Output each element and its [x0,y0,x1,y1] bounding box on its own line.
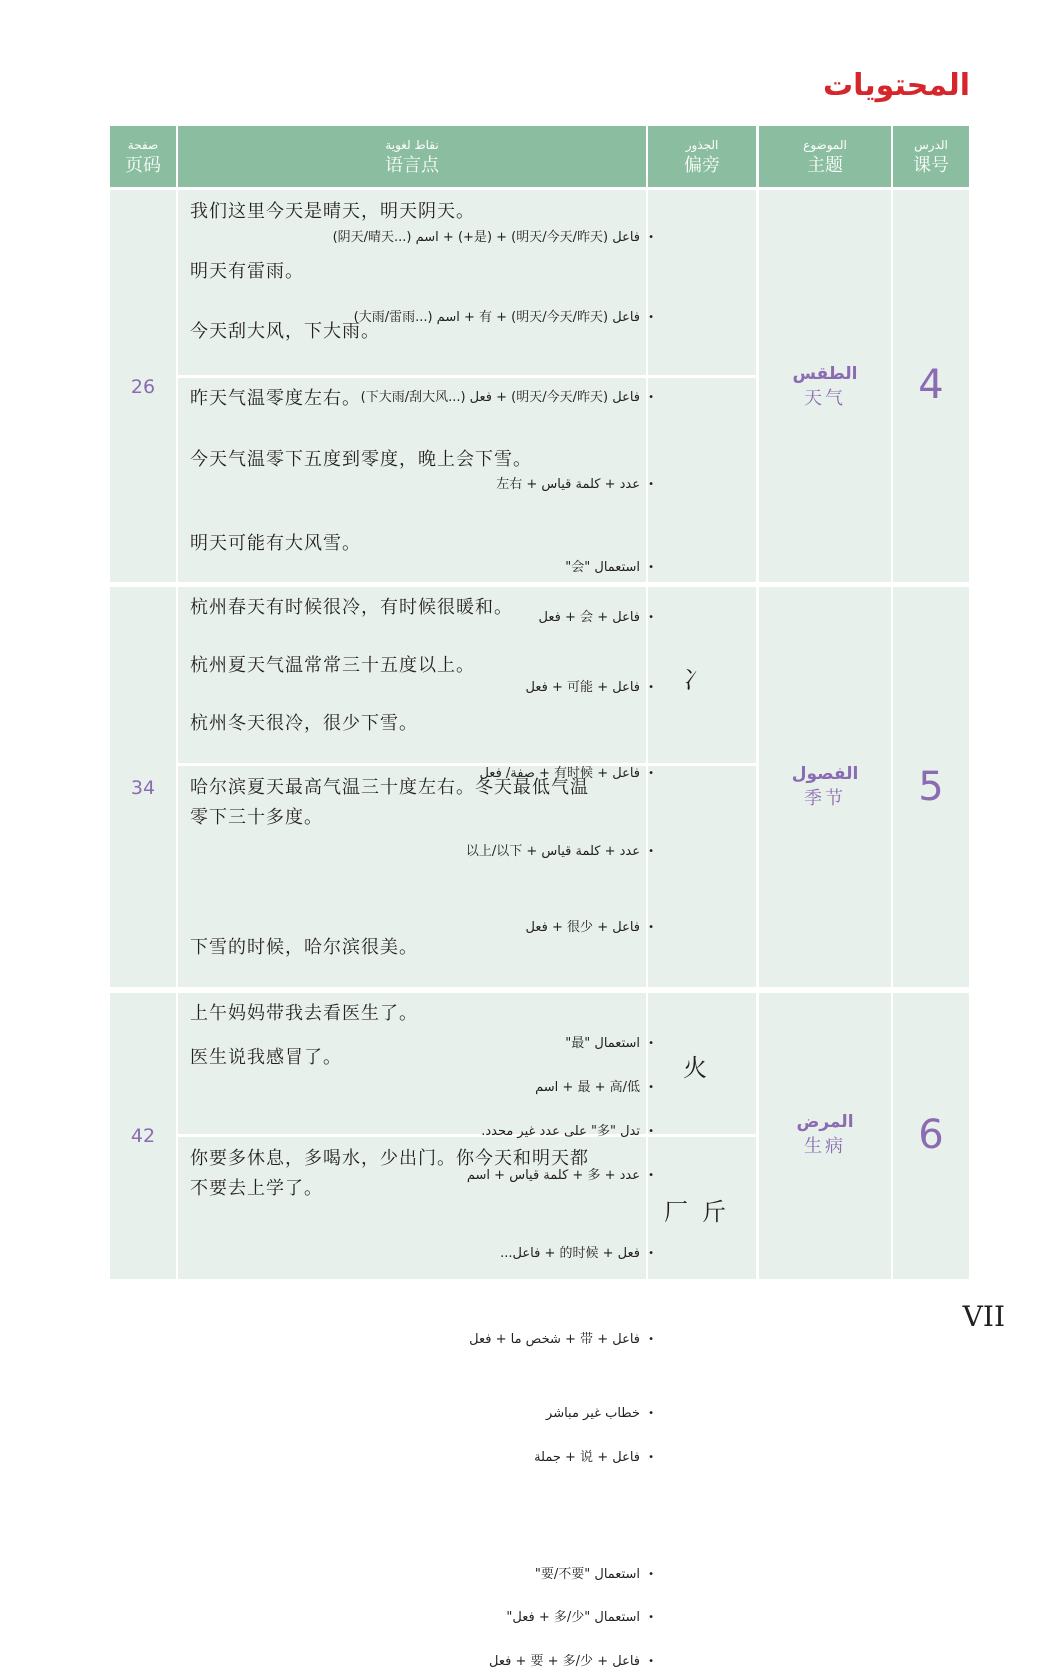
example-sentence: 不要去上学了。 [190,1178,323,1199]
grammar-point: فاعل + 会 + فعل • [190,608,666,628]
header-page [110,126,176,187]
header-page-zh: 页码 [125,155,161,176]
header-points-ar: نقاط لغوية [385,138,439,152]
topic-6-zh: 生病 [804,1136,846,1157]
grammar-point: فاعل + 有时候 + صفة/ فعل • [190,764,666,784]
example-sentence: 零下三十多度。 [190,807,323,828]
header-points [178,126,646,187]
example-sentence: 哈尔滨夏天最高气温三十度左右。冬天最低气温 [190,777,589,798]
lesson-number-5: 5 [918,764,944,810]
topic-4-zh: 天气 [804,388,846,409]
example-sentence: 下雪的时候，哈尔滨很美。 [190,937,418,958]
topic-5-ar: الفصول [791,764,859,784]
topic-4-ar: الطقس [792,364,858,384]
grammar-point: فاعل + 要 + 多/少 + فعل • [190,1652,666,1672]
header-radicals-ar: الجذور [685,138,719,152]
grammar-point: 最 + 高/低 + اسم • [190,1078,666,1098]
cell-radicals-4a [648,190,756,375]
header-points-zh: 语言点 [385,155,439,176]
example-sentence: 明天有雷雨。 [190,261,304,282]
grammar-point: خطاب غير مباشر • [190,1404,666,1424]
example-sentence: 杭州春天有时候很冷，有时候很暖和。 [190,597,513,618]
grammar-point: فاعل (明天/今天/昨天) + فعل (...下大雨/刮大风) • [190,388,666,408]
lesson-number-6: 6 [918,1112,944,1158]
grammar-point: استعمال "要/不要" • [190,1565,666,1585]
header-lesson [893,126,969,187]
header-lesson-zh: 课号 [913,155,949,176]
grammar-point: فاعل + 很少 + فعل • [190,918,666,938]
page-number-4: 26 [130,376,156,398]
topic-5 [759,762,891,812]
example-sentence: 昨天气温零度左右。 [190,388,361,409]
header-radicals-zh: 偏旁 [684,155,720,176]
header-topic-zh: 主题 [807,155,843,176]
radical-5a: 冫 [683,666,721,694]
header-page-ar: صفحة [127,138,159,152]
page-footer-number: VII [962,1300,1005,1333]
example-sentence: 上午妈妈带我去看医生了。 [190,1003,418,1024]
example-sentence: 医生说我感冒了。 [190,1047,342,1068]
page-number-6: 42 [130,1125,156,1147]
example-sentence: 杭州冬天很冷，很少下雪。 [190,713,418,734]
grammar-point: فعل + 的时候 + فاعل... • [190,1244,666,1264]
page-number-5: 34 [130,777,156,799]
grammar-point: فاعل + 可能 + فعل • [190,678,666,698]
grammar-point: تدل "多" على عدد غير محدد. • [190,1122,666,1142]
grammar-point: عدد + 多 + كلمة قياس + اسم • [190,1166,666,1186]
topic-6 [759,1110,891,1160]
header-topic [759,126,891,187]
page-title: المحتويات [822,68,970,103]
radical-6b: 厂斤 [664,1198,740,1226]
grammar-point: عدد + كلمة قياس + 左右 • [190,475,666,495]
topic-5-zh: 季节 [804,788,846,809]
example-sentence: 你要多休息，多喝水，少出门。你今天和明天都 [190,1148,589,1169]
grammar-point: فاعل (明天/今天/昨天) + 有 + اسم (...大雨/雷雨) • [190,308,666,328]
radical-6a: 火 [683,1054,721,1082]
cell-radicals-5b [648,766,756,987]
grammar-point: فاعل + 带 + شخص ما + فعل • [190,1330,666,1350]
header-lesson-ar: الدرس [914,138,948,152]
lesson-number-4: 4 [918,362,944,408]
header-radicals [648,126,756,187]
grammar-point: فاعل + 说 + جملة • [190,1448,666,1468]
grammar-point: عدد + كلمة قياس + 以上/以下 • [190,842,666,862]
example-sentence: 杭州夏天气温常常三十五度以上。 [190,655,475,676]
example-sentence: 我们这里今天是晴天，明天阴天。 [190,201,475,222]
grammar-point: استعمال "最" • [190,1034,666,1054]
topic-6-ar: المرض [796,1112,854,1132]
example-sentence: 今天气温零下五度到零度，晚上会下雪。 [190,449,532,470]
grammar-point: استعمال "多/少 + فعل" • [190,1608,666,1628]
topic-4 [759,362,891,412]
grammar-point: استعمال "会" • [190,558,666,578]
grammar-point: فاعل (明天/今天/昨天) + (是+) + اسم (...阴天/晴天) • [190,228,666,248]
header-topic-ar: الموضوع [803,138,847,152]
example-sentence: 今天刮大风，下大雨。 [190,321,380,342]
example-sentence: 明天可能有大风雪。 [190,533,361,554]
